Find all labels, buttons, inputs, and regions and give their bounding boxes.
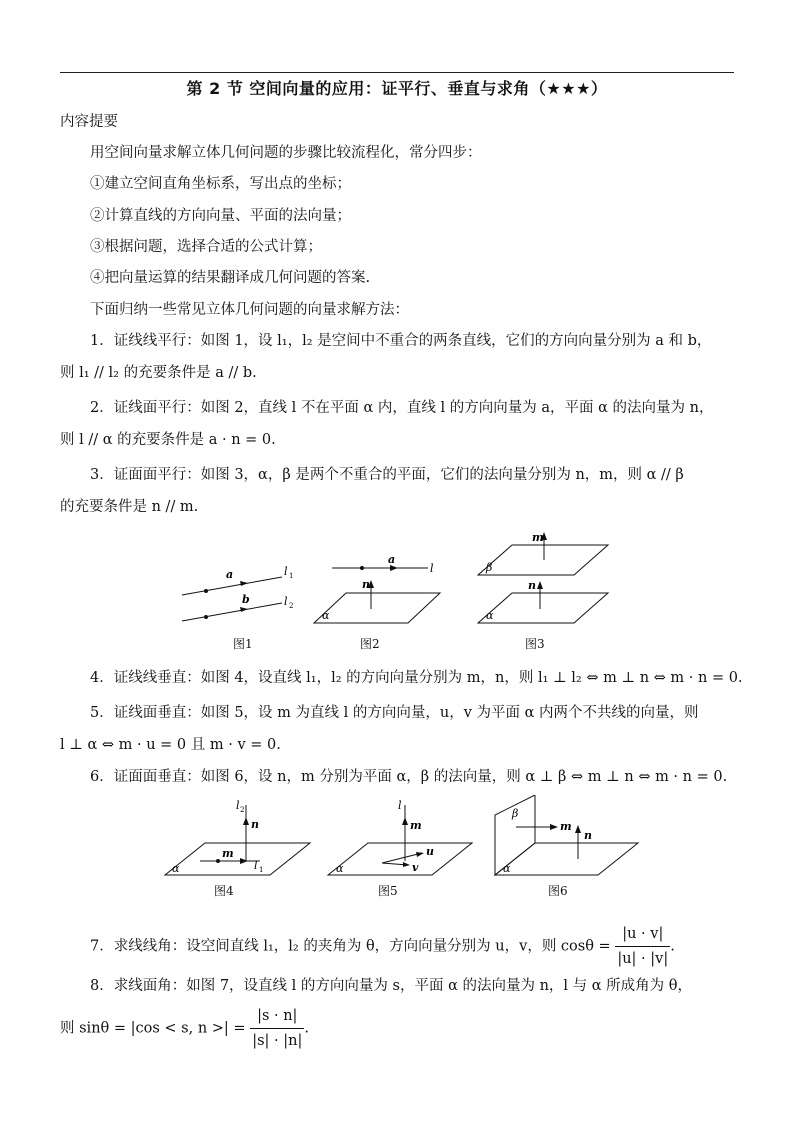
item-3-line-2: 的充要条件是 n // m. bbox=[60, 499, 199, 515]
figure-5 bbox=[328, 799, 472, 875]
fig1-label-a: a bbox=[226, 568, 234, 581]
figure-4 bbox=[165, 799, 310, 875]
step-2: ②计算直线的方向向量、平面的法向量； bbox=[90, 208, 351, 224]
fig1-label-l2-sub: 2 bbox=[289, 602, 294, 610]
fig2-label-n: n bbox=[362, 578, 370, 591]
figures-row-2 bbox=[160, 795, 640, 895]
item-7-numerator: |u · v| bbox=[615, 922, 670, 947]
fig2-label-a: a bbox=[388, 553, 396, 566]
intro-text: 用空间向量求解立体几何问题的步骤比较流程化，常分四步： bbox=[90, 145, 482, 161]
item-2-line-1: 2．证线面平行：如图 2，直线 l 不在平面 α 内，直线 l 的方向向量为 a，平面 α 的法向量为 n， bbox=[90, 400, 714, 416]
section-heading: 内容提要 bbox=[60, 114, 118, 130]
item-7-fraction bbox=[615, 922, 670, 971]
fig3-label-alpha: α bbox=[486, 609, 494, 622]
item-6: 6．证面面垂直：如图 6，设 n，m 分别为平面 α，β 的法向量，则 α ⊥ β ⇔ m ⊥ n ⇔ m · n = 0. bbox=[90, 769, 728, 785]
fig1-label-b: b bbox=[242, 593, 250, 606]
item-7-text: 7．求线线角：设空间直线 l₁，l₂ 的夹角为 θ，方向向量分别为 u，v，则 cosθ = bbox=[90, 938, 611, 955]
summary-text: 下面归纳一些常见立体几何问题的向量求解方法： bbox=[90, 302, 409, 318]
fig1-label-l1: l bbox=[284, 565, 288, 578]
fig5-label-l: l bbox=[398, 799, 402, 812]
caption-figure-1: 图1 bbox=[233, 637, 253, 651]
item-8-line-2: 则 sinθ = |cos < s, n >| = $\frac{|s \cdot n|}{|s| \cdot |n|}$ . bbox=[60, 1004, 736, 1053]
fig5-label-v: v bbox=[412, 861, 419, 874]
item-3-line-1: 3．证面面平行：如图 3，α，β 是两个不重合的平面，它们的法向量分别为 n，m，则 α // β bbox=[90, 467, 684, 483]
fig6-label-n: n bbox=[584, 829, 592, 842]
fig6-label-beta: β bbox=[512, 807, 519, 820]
fig4-label-l1: l bbox=[254, 859, 258, 872]
caption-figure-3: 图3 bbox=[525, 637, 545, 651]
fig3-label-n: n bbox=[528, 579, 536, 592]
figure-2 bbox=[314, 553, 440, 623]
fig1-label-l2: l bbox=[284, 595, 288, 608]
item-5-line-2: l ⊥ α ⇔ m · u = 0 且 m · v = 0. bbox=[60, 737, 281, 753]
page-title: 第 2 节 空间向量的应用：证平行、垂直与求角（★★★） bbox=[186, 79, 608, 98]
fig5-label-u: u bbox=[426, 845, 434, 858]
fig2-label-alpha: α bbox=[322, 609, 330, 622]
fig6-label-alpha: α bbox=[503, 862, 511, 875]
caption-figure-2: 图2 bbox=[360, 637, 380, 651]
step-3: ③根据问题，选择合适的公式计算； bbox=[90, 239, 322, 255]
fig4-label-l2-sub: 2 bbox=[240, 806, 245, 814]
fig2-label-l: l bbox=[430, 562, 434, 575]
item-8-text: 则 sinθ = |cos < s, n >| = bbox=[60, 1020, 246, 1037]
caption-figure-4: 图4 bbox=[214, 884, 234, 898]
fig6-label-m: m bbox=[560, 820, 572, 833]
step-4: ④把向量运算的结果翻译成几何问题的答案. bbox=[90, 270, 371, 286]
header-rule bbox=[60, 72, 734, 73]
fig5-label-m: m bbox=[410, 819, 422, 832]
item-5-line-1: 5．证线面垂直：如图 5，设 m 为直线 l 的方向向量，u，v 为平面 α 内两个不共线的向量，则 bbox=[90, 705, 699, 721]
figure-6 bbox=[495, 795, 638, 875]
figure-3 bbox=[478, 531, 608, 623]
figure-1 bbox=[182, 565, 293, 621]
caption-figure-6: 图6 bbox=[548, 884, 568, 898]
item-8-line-1: 8．求线面角：如图 7，设直线 l 的方向向量为 s，平面 α 的法向量为 n，l 与 α 所成角为 θ， bbox=[90, 978, 693, 994]
fig4-label-m: m bbox=[222, 847, 234, 860]
item-2-line-2: 则 l // α 的充要条件是 a · n = 0. bbox=[60, 432, 276, 448]
step-1: ①建立空间直角坐标系，写出点的坐标； bbox=[90, 176, 351, 192]
fig3-label-beta: β bbox=[486, 561, 493, 574]
item-8-numerator: |s · n| bbox=[250, 1004, 304, 1029]
fig1-label-l1-sub: 1 bbox=[289, 572, 294, 580]
item-1-line-1: 1．证线线平行：如图 1，设 l₁，l₂ 是空间中不重合的两条直线，它们的方向向量分别为 a 和 b， bbox=[90, 333, 712, 349]
fig4-label-n: n bbox=[251, 818, 259, 831]
item-7: 7．求线线角：设空间直线 l₁，l₂ 的夹角为 θ，方向向量分别为 u，v，则 cosθ = $\frac{|u \cdot v|}{|u| \cdot |v|}$ . bbox=[90, 922, 736, 971]
fig5-label-alpha: α bbox=[336, 862, 344, 875]
fig4-label-l1-sub: 1 bbox=[259, 866, 264, 874]
caption-figure-5: 图5 bbox=[378, 884, 398, 898]
item-1-line-2: 则 l₁ // l₂ 的充要条件是 a // b. bbox=[60, 365, 257, 381]
item-4: 4．证线线垂直：如图 4，设直线 l₁，l₂ 的方向向量分别为 m，n，则 l₁ ⊥ l₂ ⇔ m ⊥ n ⇔ m · n = 0. bbox=[90, 670, 743, 686]
item-8-denominator: |s| · |n| bbox=[252, 1033, 303, 1049]
fig3-label-m: m bbox=[532, 531, 544, 544]
item-8-fraction bbox=[250, 1004, 304, 1053]
item-7-denominator: |u| · |v| bbox=[617, 951, 669, 967]
fig4-label-l2: l bbox=[236, 799, 240, 812]
fig4-label-alpha: α bbox=[172, 862, 180, 875]
